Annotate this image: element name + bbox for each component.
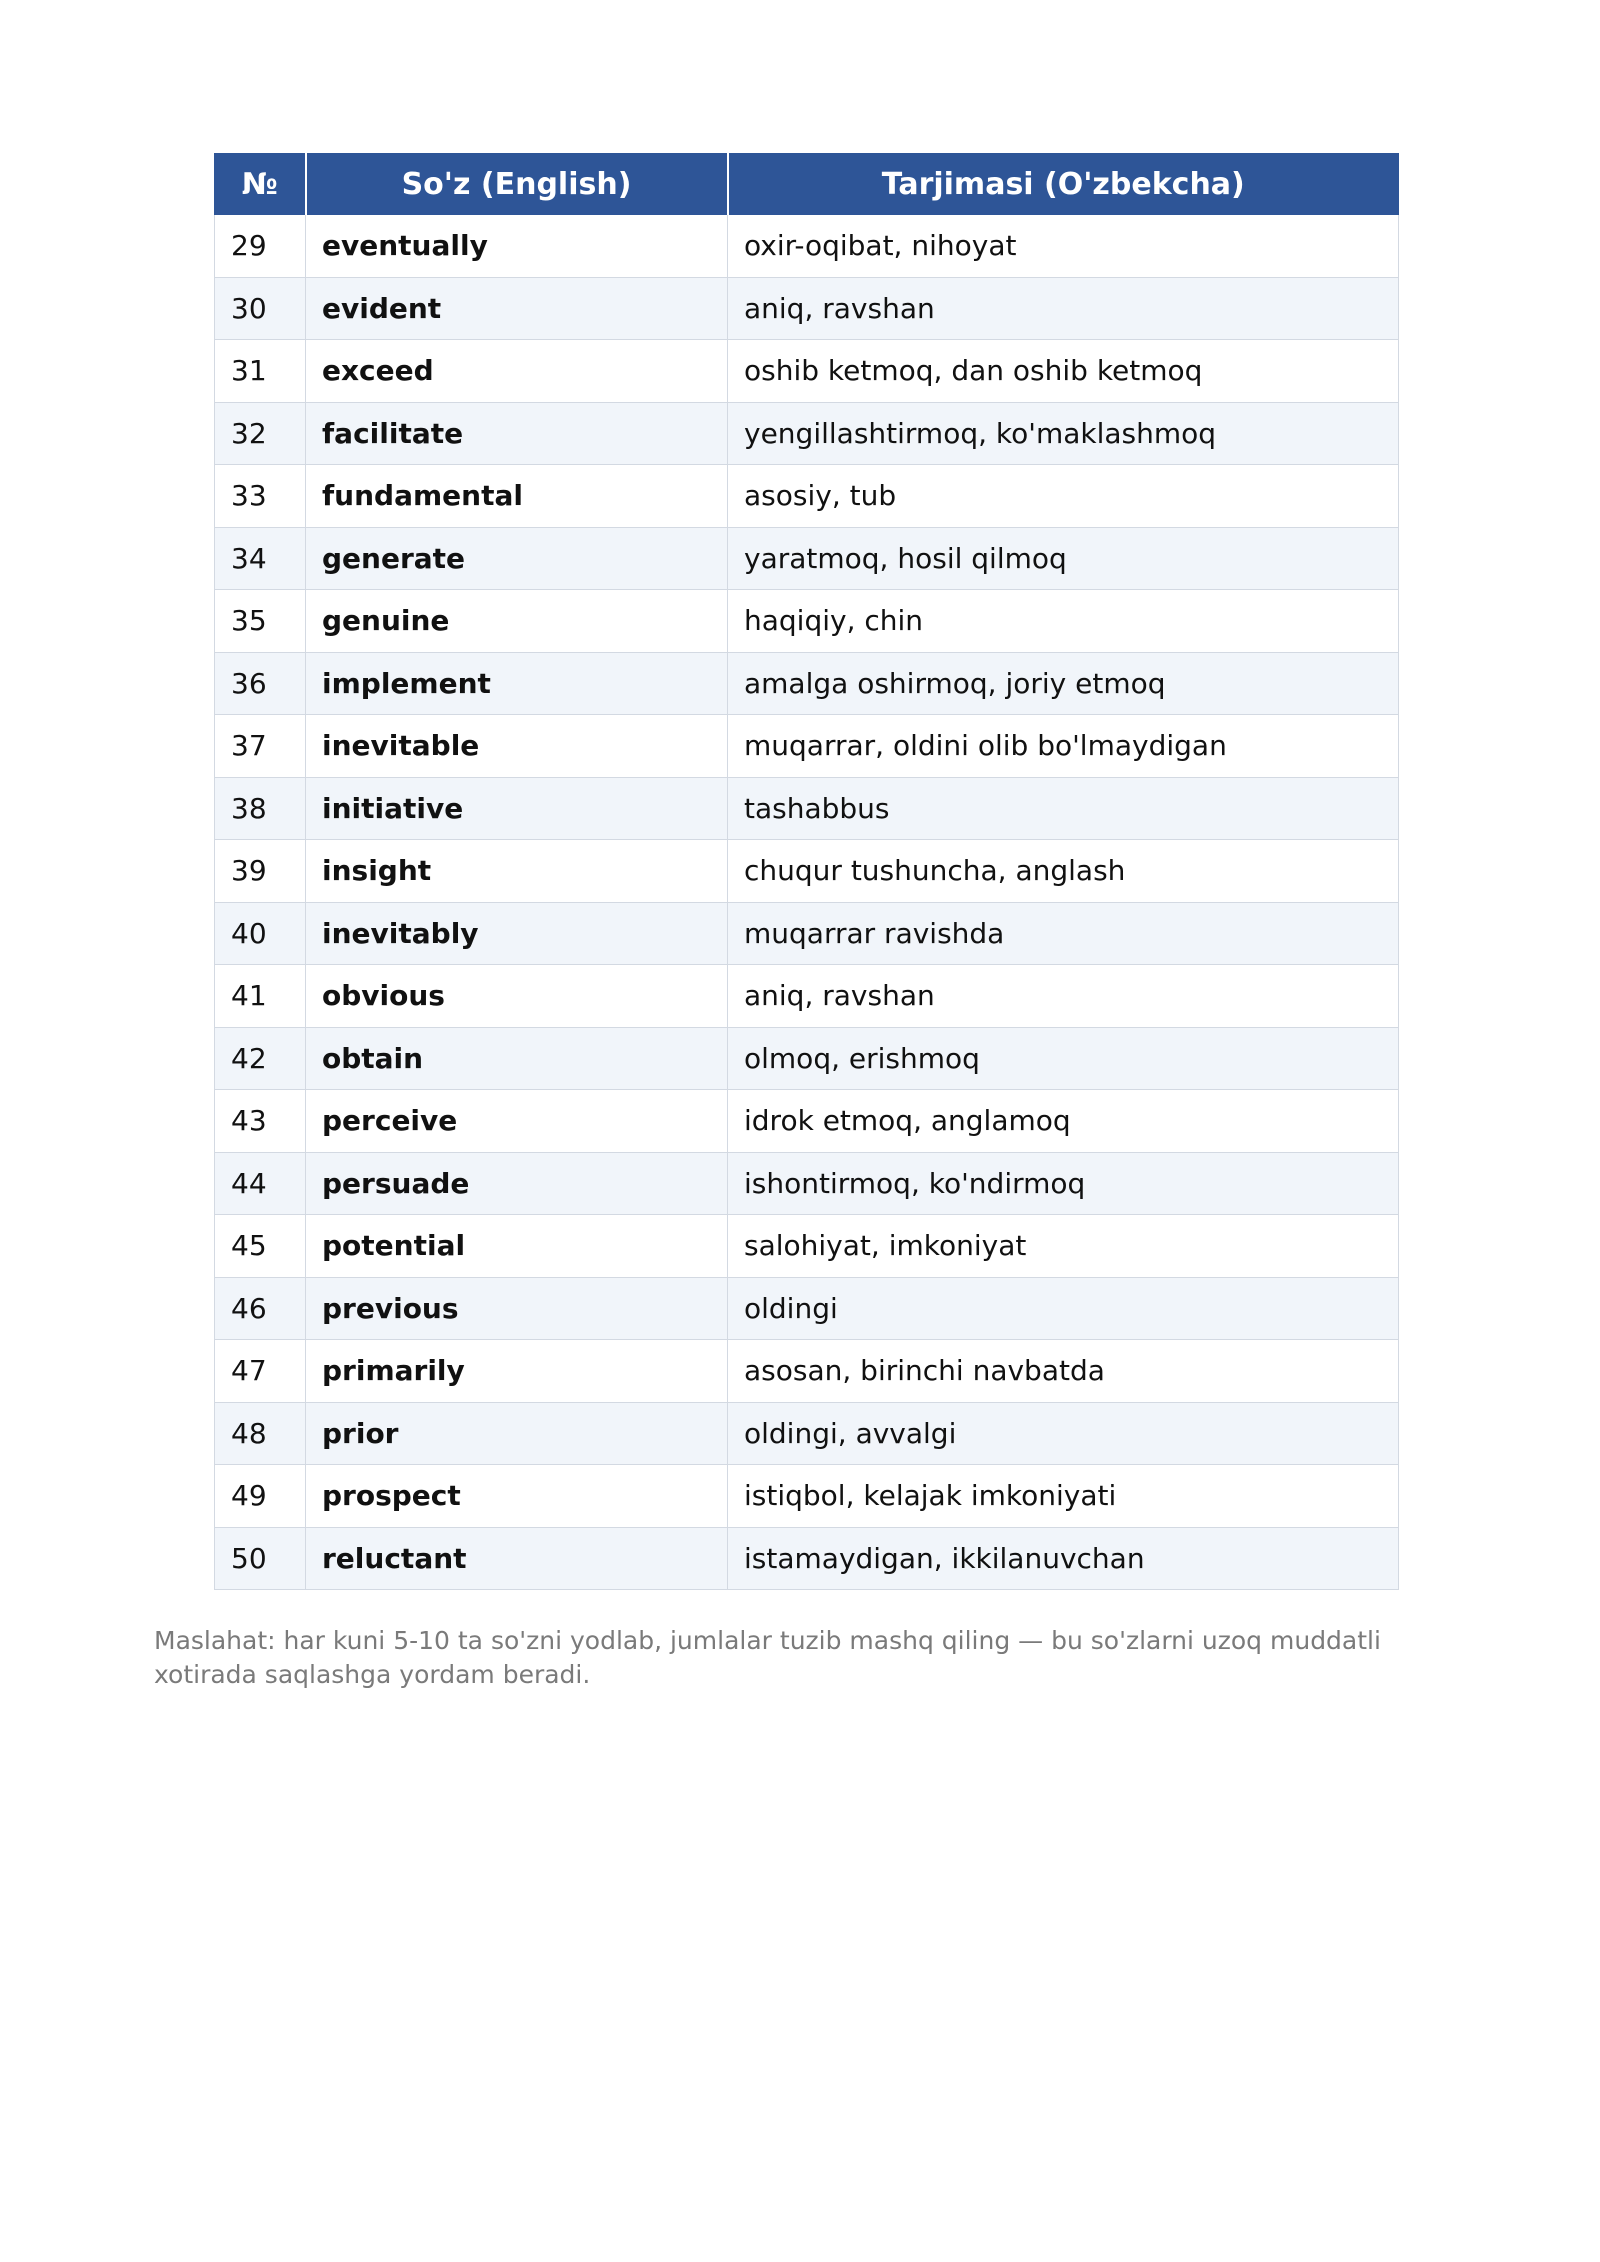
table-row <box>215 840 1399 903</box>
english-word: obtain <box>306 1027 728 1090</box>
table-row <box>215 777 1399 840</box>
english-word: primarily <box>306 1340 728 1403</box>
table-row <box>215 902 1399 965</box>
uzbek-translation: amalga oshirmoq, joriy etmoq <box>728 652 1399 715</box>
uzbek-translation: chuqur tushuncha, anglash <box>728 840 1399 903</box>
uzbek-translation: oldingi <box>728 1277 1399 1340</box>
row-number: 33 <box>215 465 306 528</box>
row-number: 45 <box>215 1215 306 1278</box>
row-number: 41 <box>215 965 306 1028</box>
english-word: generate <box>306 527 728 590</box>
table-row <box>215 1465 1399 1528</box>
row-number: 29 <box>215 215 306 278</box>
english-word: inevitable <box>306 715 728 778</box>
table-row <box>215 1027 1399 1090</box>
uzbek-translation: istiqbol, kelajak imkoniyati <box>728 1465 1399 1528</box>
uzbek-translation: aniq, ravshan <box>728 965 1399 1028</box>
table-row <box>215 402 1399 465</box>
uzbek-translation: olmoq, erishmoq <box>728 1027 1399 1090</box>
english-word: fundamental <box>306 465 728 528</box>
english-word: insight <box>306 840 728 903</box>
english-word: inevitably <box>306 902 728 965</box>
english-word: reluctant <box>306 1527 728 1590</box>
uzbek-translation: istamaydigan, ikkilanuvchan <box>728 1527 1399 1590</box>
row-number: 47 <box>215 1340 306 1403</box>
english-word: potential <box>306 1215 728 1278</box>
english-word: perceive <box>306 1090 728 1153</box>
vocabulary-table <box>214 153 1399 1590</box>
uzbek-translation: oxir-oqibat, nihoyat <box>728 215 1399 278</box>
row-number: 31 <box>215 340 306 403</box>
column-header-translation: Tarjimasi (O'zbekcha) <box>728 154 1399 215</box>
table-row <box>215 1215 1399 1278</box>
uzbek-translation: yaratmoq, hosil qilmoq <box>728 527 1399 590</box>
uzbek-translation: haqiqiy, chin <box>728 590 1399 653</box>
uzbek-translation: salohiyat, imkoniyat <box>728 1215 1399 1278</box>
row-number: 32 <box>215 402 306 465</box>
row-number: 48 <box>215 1402 306 1465</box>
uzbek-translation: aniq, ravshan <box>728 277 1399 340</box>
row-number: 46 <box>215 1277 306 1340</box>
table-row <box>215 1402 1399 1465</box>
table-row <box>215 715 1399 778</box>
row-number: 34 <box>215 527 306 590</box>
uzbek-translation: asosan, birinchi navbatda <box>728 1340 1399 1403</box>
table-row <box>215 1152 1399 1215</box>
english-word: persuade <box>306 1152 728 1215</box>
english-word: previous <box>306 1277 728 1340</box>
row-number: 30 <box>215 277 306 340</box>
table-row <box>215 1340 1399 1403</box>
english-word: prospect <box>306 1465 728 1528</box>
uzbek-translation: asosiy, tub <box>728 465 1399 528</box>
row-number: 40 <box>215 902 306 965</box>
table-header-row <box>215 154 1399 215</box>
row-number: 44 <box>215 1152 306 1215</box>
table-row <box>215 652 1399 715</box>
table-row <box>215 1277 1399 1340</box>
table-row <box>215 277 1399 340</box>
row-number: 37 <box>215 715 306 778</box>
table-row <box>215 1090 1399 1153</box>
table-row <box>215 340 1399 403</box>
row-number: 49 <box>215 1465 306 1528</box>
table-row <box>215 215 1399 278</box>
column-header-word: So'z (English) <box>306 154 728 215</box>
english-word: eventually <box>306 215 728 278</box>
row-number: 35 <box>215 590 306 653</box>
english-word: facilitate <box>306 402 728 465</box>
english-word: prior <box>306 1402 728 1465</box>
row-number: 39 <box>215 840 306 903</box>
english-word: initiative <box>306 777 728 840</box>
table-row <box>215 965 1399 1028</box>
uzbek-translation: tashabbus <box>728 777 1399 840</box>
english-word: implement <box>306 652 728 715</box>
english-word: genuine <box>306 590 728 653</box>
uzbek-translation: oldingi, avvalgi <box>728 1402 1399 1465</box>
row-number: 36 <box>215 652 306 715</box>
uzbek-translation: muqarrar, oldini olib bo'lmaydigan <box>728 715 1399 778</box>
table-row <box>215 527 1399 590</box>
row-number: 42 <box>215 1027 306 1090</box>
table-row <box>215 465 1399 528</box>
table-body <box>215 215 1399 1590</box>
uzbek-translation: idrok etmoq, anglamoq <box>728 1090 1399 1153</box>
row-number: 38 <box>215 777 306 840</box>
uzbek-translation: yengillashtirmoq, ko'maklashmoq <box>728 402 1399 465</box>
study-tip: Maslahat: har kuni 5-10 ta so'zni yodlab, jumlalar tuzib mashq qiling — bu so'zlarni uzoq muddatli xotirada saqlashga yordam beradi. <box>154 1626 1381 1689</box>
uzbek-translation: ishontirmoq, ko'ndirmoq <box>728 1152 1399 1215</box>
english-word: obvious <box>306 965 728 1028</box>
english-word: exceed <box>306 340 728 403</box>
english-word: evident <box>306 277 728 340</box>
uzbek-translation: oshib ketmoq, dan oshib ketmoq <box>728 340 1399 403</box>
table-row <box>215 590 1399 653</box>
row-number: 50 <box>215 1527 306 1590</box>
column-header-number: № <box>215 154 306 215</box>
uzbek-translation: muqarrar ravishda <box>728 902 1399 965</box>
table-row <box>215 1527 1399 1590</box>
row-number: 43 <box>215 1090 306 1153</box>
